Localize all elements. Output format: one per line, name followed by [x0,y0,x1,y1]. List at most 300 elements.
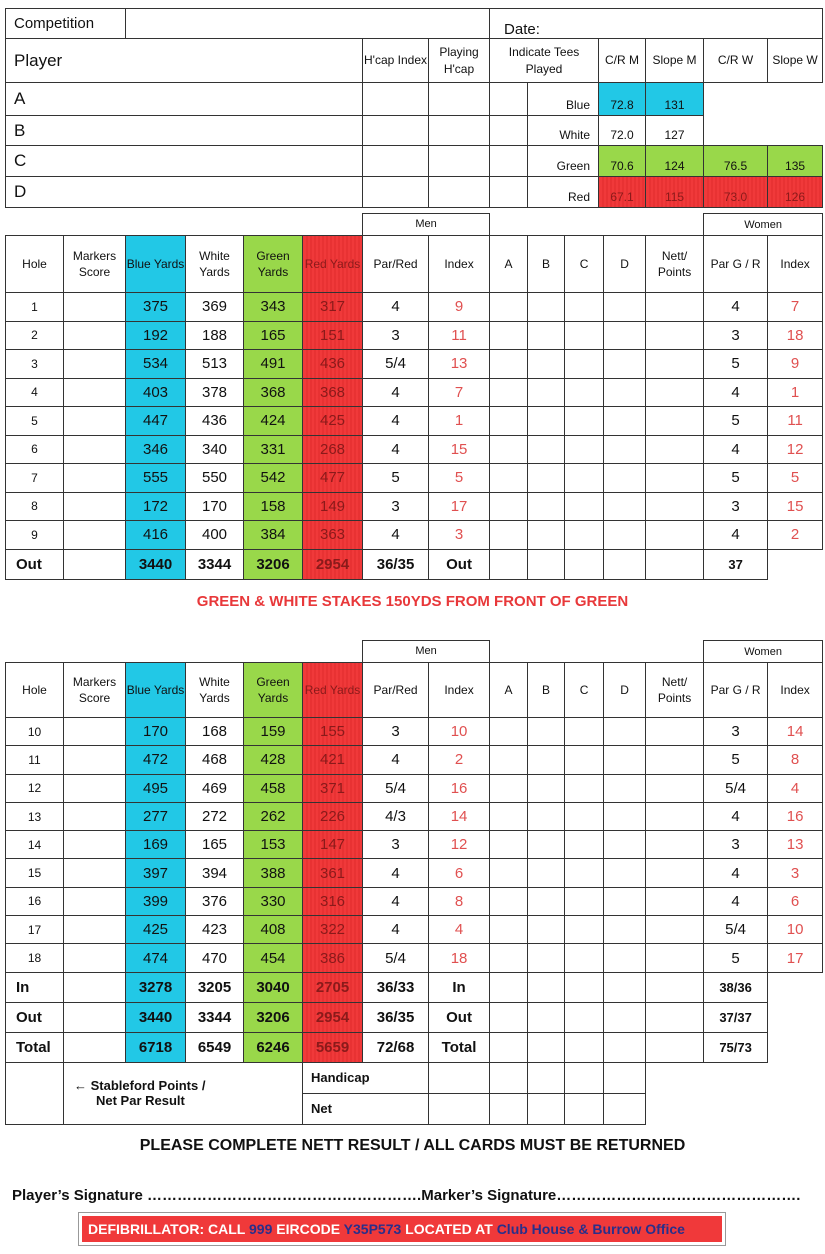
score-field[interactable] [490,774,528,802]
score-field[interactable] [528,378,565,407]
net-label: Net [303,1093,429,1124]
women-par: 4 [704,435,768,464]
score-total-field[interactable] [528,1002,565,1032]
stakes-note: GREEN & WHITE STAKES 150YDS FROM FRONT OF GREEN [196,593,629,610]
score-field[interactable] [528,718,565,746]
score-field[interactable] [490,887,528,915]
white-yards: 168 [186,718,244,746]
par-red: 3 [363,492,429,521]
women-index: 11 [768,407,823,436]
hole-number: 6 [6,435,64,464]
footer-score-field[interactable] [604,1062,646,1093]
footer-score-field[interactable] [490,1062,528,1093]
women-par: 4 [704,859,768,887]
par-red: 4 [363,407,429,436]
score-field[interactable] [528,944,565,972]
markers-score-field[interactable] [64,435,126,464]
score-field[interactable] [528,464,565,493]
markers-score-field[interactable] [64,492,126,521]
score-field[interactable] [604,774,646,802]
women-par: 4 [704,293,768,322]
green-yards: 153 [244,831,303,859]
player-row [6,146,823,177]
score-field[interactable] [528,802,565,830]
white-total: 6549 [186,1032,244,1062]
score-total-field[interactable] [490,1002,528,1032]
white-yards: 470 [186,944,244,972]
par-red-total: 72/68 [363,1032,429,1062]
hole-number: 11 [6,746,64,774]
player-name-field[interactable]: B [6,116,363,146]
score-field[interactable] [646,492,704,521]
hole-number: 18 [6,944,64,972]
women-par: 3 [704,492,768,521]
markers-score-field[interactable] [64,802,126,830]
women-index: 18 [768,321,823,350]
red-yards: 155 [303,718,363,746]
par-red: 3 [363,831,429,859]
column-header-markers: Markers Score [64,236,126,293]
red-yards: 322 [303,916,363,944]
score-total-field[interactable] [604,549,646,579]
score-field[interactable] [604,435,646,464]
score-field[interactable] [565,802,604,830]
net-par-label: Net Par Result [96,1093,185,1109]
score-total-field[interactable] [604,972,646,1002]
score-field[interactable] [565,378,604,407]
white-yards: 378 [186,378,244,407]
cr-w-value [704,83,768,116]
score-field[interactable] [528,321,565,350]
score-field[interactable] [604,718,646,746]
footer-score-field[interactable] [490,1093,528,1124]
blue-yards: 169 [126,831,186,859]
hole-row [6,321,823,350]
score-total-field[interactable] [490,1032,528,1062]
spacer [768,972,823,1002]
markers-score-field[interactable] [64,831,126,859]
total-label: Out [6,549,64,579]
hole-number: 1 [6,293,64,322]
slope-m-value: 115 [646,177,704,208]
score-field[interactable] [604,492,646,521]
red-yards: 386 [303,944,363,972]
hcap-index-field[interactable] [363,177,429,208]
score-field[interactable] [528,774,565,802]
score-field[interactable] [565,350,604,379]
column-header-par-red: Par/Red [363,663,429,718]
white-yards: 394 [186,859,244,887]
hole-number: 2 [6,321,64,350]
score-total-field[interactable] [528,972,565,1002]
score-field[interactable] [528,746,565,774]
score-field[interactable] [646,718,704,746]
score-field[interactable] [565,746,604,774]
score-field[interactable] [528,859,565,887]
column-header-hole: Hole [6,663,64,718]
tee-checkbox[interactable] [490,83,528,116]
tee-checkbox[interactable] [490,116,528,146]
competition-field[interactable] [126,9,490,39]
slope-w-value [768,116,823,146]
score-field[interactable] [646,774,704,802]
tee-name: Green [528,146,599,177]
men-index: 12 [429,831,490,859]
women-index: 16 [768,802,823,830]
hole-row [6,887,823,915]
markers-total-field[interactable] [64,1002,126,1032]
score-field[interactable] [646,859,704,887]
tee-name: White [528,116,599,146]
score-field[interactable] [604,746,646,774]
score-field[interactable] [565,492,604,521]
player-name-field[interactable]: A [6,83,363,116]
score-total-field[interactable] [528,1032,565,1062]
white-total: 3205 [186,972,244,1002]
red-yards: 371 [303,774,363,802]
slope-w-value: 126 [768,177,823,208]
hole-row [6,521,823,550]
column-header-nett: Nett/ Points [646,663,704,718]
markers-score-field[interactable] [64,774,126,802]
score-total-field[interactable] [565,972,604,1002]
score-total-field[interactable] [565,549,604,579]
score-field[interactable] [646,378,704,407]
column-header-c: C [565,236,604,293]
score-field[interactable] [646,944,704,972]
score-field[interactable] [490,916,528,944]
cr-m-header: C/R M [599,39,646,83]
score-field[interactable] [490,407,528,436]
score-field[interactable] [646,464,704,493]
markers-score-field[interactable] [64,859,126,887]
hole-row [6,435,823,464]
column-header-markers: Markers Score [64,663,126,718]
green-yards: 491 [244,350,303,379]
markers-total-field[interactable] [64,1032,126,1062]
score-field[interactable] [490,831,528,859]
playing-hcap-field[interactable] [429,116,490,146]
women-index: 14 [768,718,823,746]
score-field[interactable] [565,916,604,944]
score-field[interactable] [565,718,604,746]
hole-number: 13 [6,802,64,830]
markers-score-field[interactable] [64,407,126,436]
women-index: 8 [768,746,823,774]
score-field[interactable] [646,916,704,944]
score-field[interactable] [528,293,565,322]
playing-hcap-field[interactable] [429,177,490,208]
score-total-field[interactable] [490,549,528,579]
markers-score-field[interactable] [64,350,126,379]
spacer [6,641,363,663]
column-header-green: Green Yards [244,663,303,718]
blue-total: 3440 [126,1002,186,1032]
column-header-w-index: Index [768,663,823,718]
hole-row [6,774,823,802]
tees-header: Indicate Tees Played [490,39,599,83]
blue-total: 6718 [126,1032,186,1062]
score-total-field[interactable] [646,1032,704,1062]
player-row [6,116,823,146]
markers-total-field[interactable] [64,972,126,1002]
hole-number: 9 [6,521,64,550]
date-field[interactable]: Date: [490,9,823,39]
score-field[interactable] [604,944,646,972]
par-red: 4 [363,746,429,774]
score-field[interactable] [490,802,528,830]
footer-score-field[interactable] [565,1062,604,1093]
blue-yards: 375 [126,293,186,322]
score-field[interactable] [490,293,528,322]
score-field[interactable] [646,293,704,322]
blue-yards: 170 [126,718,186,746]
green-yards: 343 [244,293,303,322]
green-yards: 408 [244,916,303,944]
score-field[interactable] [565,887,604,915]
score-field[interactable] [528,435,565,464]
score-field[interactable] [528,521,565,550]
score-total-field[interactable] [565,1032,604,1062]
score-field[interactable] [646,887,704,915]
score-field[interactable] [490,521,528,550]
score-total-field[interactable] [490,972,528,1002]
tee-name: Red [528,177,599,208]
footer-score-field[interactable] [429,1062,490,1093]
score-field[interactable] [604,521,646,550]
score-field[interactable] [528,492,565,521]
tee-name: Blue [528,83,599,116]
score-field[interactable] [604,916,646,944]
cr-w-value: 76.5 [704,146,768,177]
cr-w-value: 73.0 [704,177,768,208]
competition-label: Competition [6,9,126,39]
playing-hcap-field[interactable] [429,146,490,177]
score-field[interactable] [604,859,646,887]
score-field[interactable] [646,350,704,379]
blue-yards: 192 [126,321,186,350]
cr-m-value: 72.8 [599,83,646,116]
spacer [490,214,704,236]
white-yards: 468 [186,746,244,774]
score-field[interactable] [646,321,704,350]
score-field[interactable] [490,321,528,350]
white-yards: 165 [186,831,244,859]
score-field[interactable] [565,435,604,464]
score-field[interactable] [646,746,704,774]
women-index: 9 [768,350,823,379]
women-par: 4 [704,802,768,830]
footer-score-field[interactable] [528,1093,565,1124]
hole-number: 15 [6,859,64,887]
score-field[interactable] [528,916,565,944]
green-yards: 165 [244,321,303,350]
par-red: 4 [363,293,429,322]
markers-score-field[interactable] [64,916,126,944]
cr-m-value: 70.6 [599,146,646,177]
par-red: 4 [363,887,429,915]
hcap-index-field[interactable] [363,116,429,146]
hcap-index-field[interactable] [363,146,429,177]
women-index: 13 [768,831,823,859]
column-header-nett: Nett/ Points [646,236,704,293]
men-index: 11 [429,321,490,350]
markers-score-field[interactable] [64,293,126,322]
markers-total-field[interactable] [64,549,126,579]
score-field[interactable] [490,944,528,972]
score-field[interactable] [604,350,646,379]
par-red: 5/4 [363,774,429,802]
score-total-field[interactable] [646,972,704,1002]
men-index: 10 [429,718,490,746]
score-field[interactable] [565,859,604,887]
score-field[interactable] [604,407,646,436]
women-par-total: 38/36 [704,972,768,1002]
men-label: Men [363,641,490,663]
score-field[interactable] [490,435,528,464]
green-yards: 331 [244,435,303,464]
score-field[interactable] [528,831,565,859]
slope-w-value: 135 [768,146,823,177]
score-total-field[interactable] [565,1002,604,1032]
markers-score-field[interactable] [64,321,126,350]
hole-row [6,916,823,944]
men-index: 6 [429,859,490,887]
men-index: 8 [429,887,490,915]
back-nine-table [5,640,823,1125]
score-field[interactable] [490,746,528,774]
red-total: 5659 [303,1032,363,1062]
women-index: 6 [768,887,823,915]
spacer [768,1032,823,1062]
hole-row [6,350,823,379]
par-red: 4 [363,916,429,944]
column-header-hole: Hole [6,236,64,293]
score-field[interactable] [490,859,528,887]
score-total-field[interactable] [646,1002,704,1032]
score-field[interactable] [490,492,528,521]
footer-score-field[interactable] [528,1062,565,1093]
score-field[interactable] [604,321,646,350]
total-row [6,1032,823,1062]
score-field[interactable] [604,887,646,915]
footer-score-field[interactable] [604,1093,646,1124]
score-field[interactable] [490,350,528,379]
score-field[interactable] [490,378,528,407]
hcap-index-field[interactable] [363,83,429,116]
markers-score-field[interactable] [64,944,126,972]
total-row [6,549,823,579]
score-total-field[interactable] [604,1002,646,1032]
score-field[interactable] [490,718,528,746]
green-total: 3206 [244,1002,303,1032]
playing-hcap-field[interactable] [429,83,490,116]
slope-m-value: 124 [646,146,704,177]
score-field[interactable] [565,293,604,322]
score-field[interactable] [528,350,565,379]
red-yards: 368 [303,378,363,407]
score-total-field[interactable] [604,1032,646,1062]
women-index: 2 [768,521,823,550]
white-yards: 513 [186,350,244,379]
women-par: 5 [704,464,768,493]
score-total-field[interactable] [646,549,704,579]
red-yards: 151 [303,321,363,350]
score-field[interactable] [604,802,646,830]
women-par: 3 [704,321,768,350]
markers-score-field[interactable] [64,378,126,407]
score-field[interactable] [528,887,565,915]
markers-score-field[interactable] [64,746,126,774]
blue-total: 3278 [126,972,186,1002]
score-field[interactable] [604,378,646,407]
women-par: 5 [704,407,768,436]
score-field[interactable] [565,521,604,550]
tee-checkbox[interactable] [490,177,528,208]
slope-w-value [768,83,823,116]
women-label: Women [704,214,823,236]
score-field[interactable] [565,407,604,436]
column-header-white: White Yards [186,663,244,718]
markers-score-field[interactable] [64,521,126,550]
playing-hcap-header: Playing H'cap [429,39,490,83]
men-index: 16 [429,774,490,802]
score-field[interactable] [528,407,565,436]
hole-number: 17 [6,916,64,944]
total-label: In [6,972,64,1002]
signature-lines[interactable]: Player’s Signature ……………………………………………….Marker’s Signature…………………………………………. [12,1187,801,1204]
footer-score-field[interactable] [565,1093,604,1124]
score-field[interactable] [646,831,704,859]
total-label: Total [6,1032,64,1062]
white-yards: 340 [186,435,244,464]
markers-score-field[interactable] [64,718,126,746]
score-field[interactable] [565,944,604,972]
score-field[interactable] [604,831,646,859]
par-red: 4/3 [363,802,429,830]
women-par: 4 [704,521,768,550]
score-field[interactable] [646,435,704,464]
score-field[interactable] [604,293,646,322]
score-field[interactable] [646,802,704,830]
score-field[interactable] [490,464,528,493]
red-yards: 421 [303,746,363,774]
score-total-field[interactable] [528,549,565,579]
blue-yards: 346 [126,435,186,464]
score-field[interactable] [565,321,604,350]
player-name-field[interactable]: D [6,177,363,208]
score-field[interactable] [565,774,604,802]
markers-score-field[interactable] [64,887,126,915]
footer-score-field[interactable] [429,1093,490,1124]
women-index: 5 [768,464,823,493]
red-yards: 226 [303,802,363,830]
women-index: 15 [768,492,823,521]
tee-checkbox[interactable] [490,146,528,177]
women-par: 5/4 [704,916,768,944]
white-total: 3344 [186,1002,244,1032]
score-field[interactable] [646,407,704,436]
player-name-field[interactable]: C [6,146,363,177]
markers-score-field[interactable] [64,464,126,493]
total-label: Out [6,1002,64,1032]
par-red: 5 [363,464,429,493]
score-field[interactable] [646,521,704,550]
score-field[interactable] [604,464,646,493]
score-field[interactable] [565,464,604,493]
cr-m-value: 67.1 [599,177,646,208]
score-field[interactable] [565,831,604,859]
